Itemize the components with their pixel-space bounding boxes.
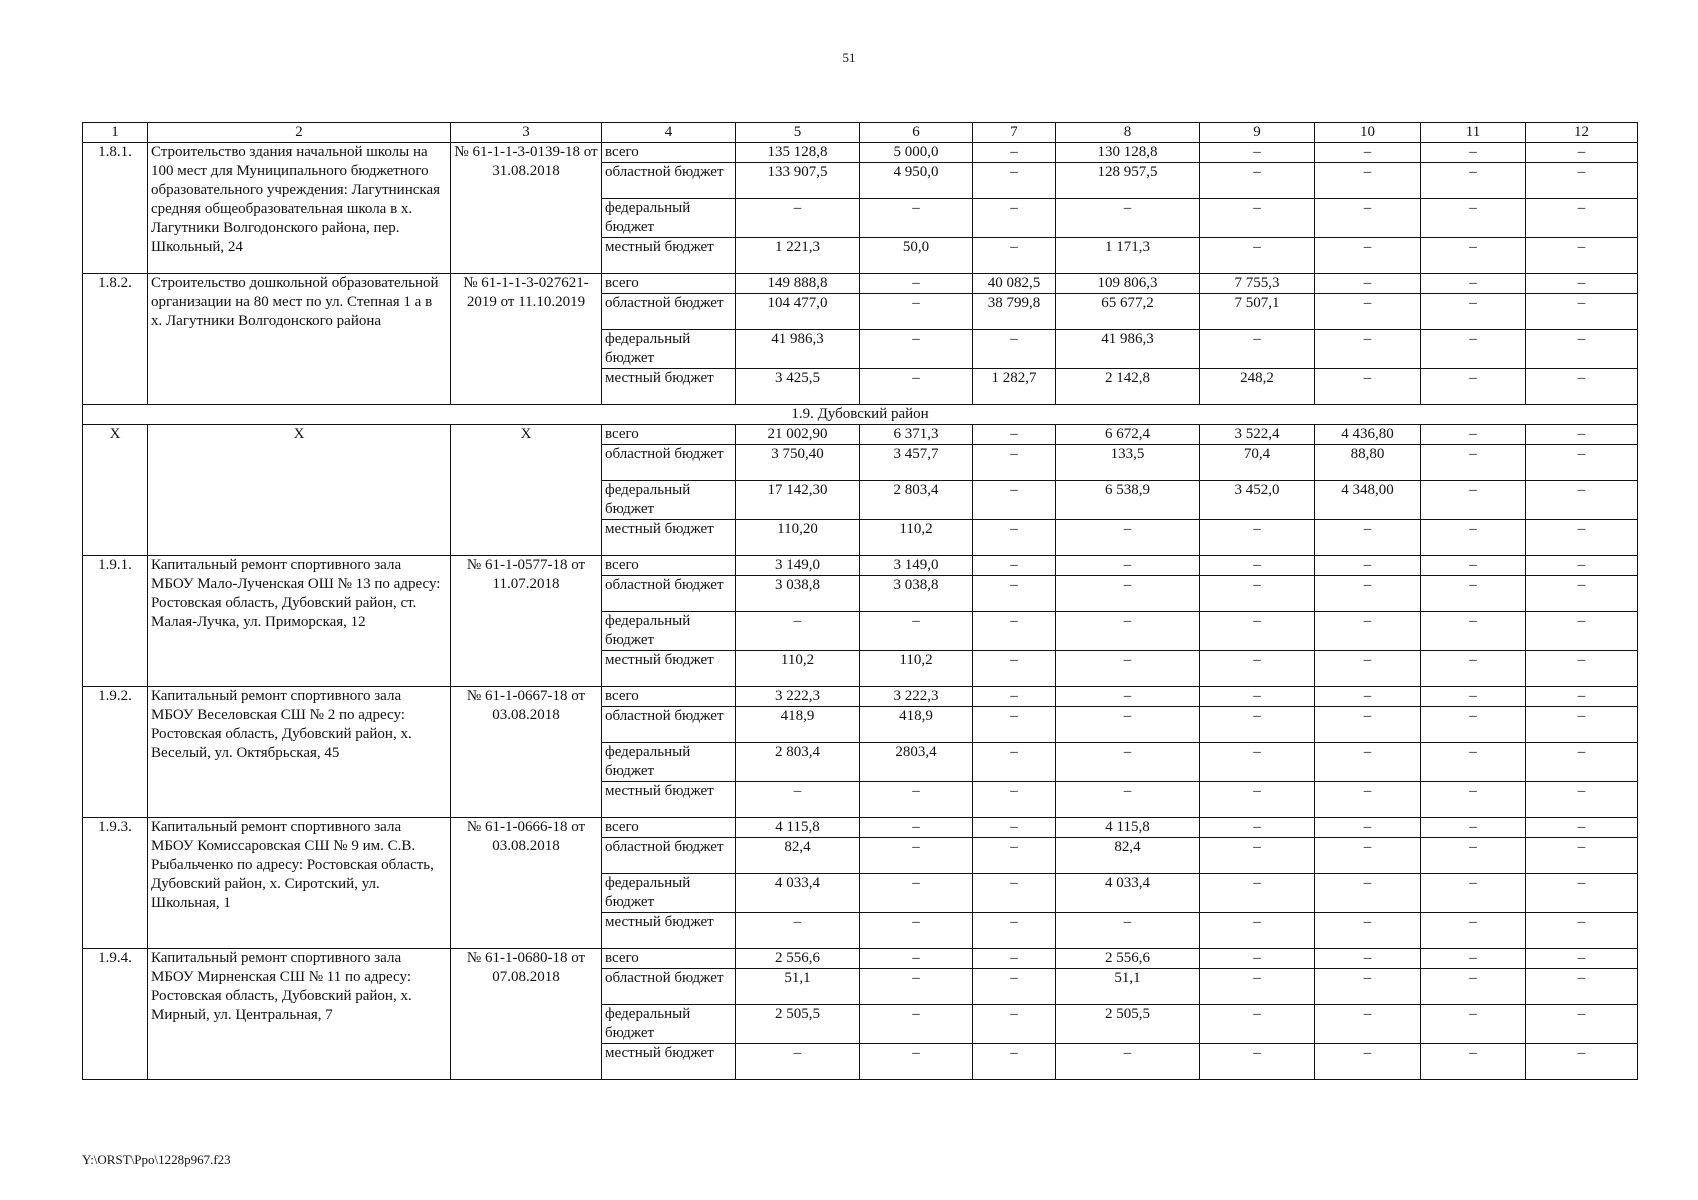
amount-cell: 110,20 (736, 520, 860, 556)
table-row (83, 687, 1638, 707)
amount-cell: – (1315, 707, 1421, 743)
amount-cell: 1 221,3 (736, 238, 860, 274)
amount-cell: – (973, 238, 1056, 274)
amount-cell: – (1056, 556, 1200, 576)
amount-cell: – (1526, 330, 1638, 369)
amount-cell: – (1526, 949, 1638, 969)
column-number: 5 (736, 123, 860, 143)
amount-cell: – (1056, 576, 1200, 612)
amount-cell: 104 477,0 (736, 294, 860, 330)
amount-cell: – (1421, 556, 1526, 576)
amount-cell: – (1315, 1005, 1421, 1044)
amount-cell: – (1315, 143, 1421, 163)
amount-cell: – (1526, 838, 1638, 874)
amount-cell: – (1315, 969, 1421, 1005)
amount-cell: – (973, 874, 1056, 913)
amount-cell: 3 038,8 (736, 576, 860, 612)
amount-cell: – (1421, 425, 1526, 445)
amount-cell: – (973, 818, 1056, 838)
funding-source: всего (602, 556, 736, 576)
amount-cell: – (1315, 199, 1421, 238)
amount-cell: – (1200, 969, 1315, 1005)
amount-cell: – (1526, 687, 1638, 707)
amount-cell: – (1056, 1044, 1200, 1080)
column-number: 1 (83, 123, 148, 143)
amount-cell: – (1526, 612, 1638, 651)
column-number: 4 (602, 123, 736, 143)
column-number-row (83, 123, 1638, 143)
amount-cell: – (1056, 199, 1200, 238)
amount-cell: 88,80 (1315, 445, 1421, 481)
funding-source: федеральный бюджет (602, 199, 736, 238)
funding-source: областной бюджет (602, 163, 736, 199)
amount-cell: 40 082,5 (973, 274, 1056, 294)
amount-cell: – (1315, 687, 1421, 707)
amount-cell: – (973, 576, 1056, 612)
amount-cell: 6 538,9 (1056, 481, 1200, 520)
item-registry-code: № 61-1-0667-18 от 03.08.2018 (451, 687, 602, 818)
amount-cell: – (973, 612, 1056, 651)
amount-cell: – (1200, 874, 1315, 913)
budget-table (82, 122, 1638, 1080)
funding-source: всего (602, 425, 736, 445)
amount-cell: – (973, 651, 1056, 687)
amount-cell: – (860, 1005, 973, 1044)
amount-cell: – (1421, 576, 1526, 612)
amount-cell: – (860, 199, 973, 238)
amount-cell: – (1526, 163, 1638, 199)
amount-cell: 109 806,3 (1056, 274, 1200, 294)
amount-cell: – (1421, 707, 1526, 743)
amount-cell: – (973, 687, 1056, 707)
amount-cell: – (973, 520, 1056, 556)
item-number: 1.8.2. (83, 274, 148, 405)
amount-cell: – (1056, 687, 1200, 707)
amount-cell: – (1526, 369, 1638, 405)
funding-source: местный бюджет (602, 1044, 736, 1080)
item-registry-code: № 61-1-1-3-0139-18 от 31.08.2018 (451, 143, 602, 274)
amount-cell: – (973, 913, 1056, 949)
amount-cell: – (1056, 707, 1200, 743)
funding-source: всего (602, 818, 736, 838)
amount-cell: – (860, 838, 973, 874)
amount-cell: – (973, 556, 1056, 576)
amount-cell: – (973, 481, 1056, 520)
amount-cell: – (1200, 143, 1315, 163)
amount-cell: – (1056, 612, 1200, 651)
amount-cell: – (1421, 969, 1526, 1005)
amount-cell: 128 957,5 (1056, 163, 1200, 199)
amount-cell: 6 371,3 (860, 425, 973, 445)
amount-cell: 418,9 (736, 707, 860, 743)
amount-cell: – (1200, 576, 1315, 612)
amount-cell: – (1200, 743, 1315, 782)
amount-cell: – (1315, 163, 1421, 199)
amount-cell: – (1421, 369, 1526, 405)
amount-cell: – (1200, 818, 1315, 838)
amount-cell: – (1526, 556, 1638, 576)
column-number: 10 (1315, 123, 1421, 143)
amount-cell: – (1421, 199, 1526, 238)
column-number: 11 (1421, 123, 1526, 143)
amount-cell: – (860, 949, 973, 969)
item-registry-code: № 61-1-0666-18 от 03.08.2018 (451, 818, 602, 949)
amount-cell: – (736, 913, 860, 949)
amount-cell: – (973, 782, 1056, 818)
amount-cell: 6 672,4 (1056, 425, 1200, 445)
amount-cell: – (973, 969, 1056, 1005)
amount-cell: – (973, 949, 1056, 969)
amount-cell: – (1421, 913, 1526, 949)
amount-cell: – (1421, 782, 1526, 818)
amount-cell: 149 888,8 (736, 274, 860, 294)
amount-cell: – (1056, 782, 1200, 818)
amount-cell: – (1315, 556, 1421, 576)
amount-cell: 3 222,3 (860, 687, 973, 707)
amount-cell: – (1421, 612, 1526, 651)
amount-cell: – (973, 445, 1056, 481)
funding-source: местный бюджет (602, 913, 736, 949)
amount-cell: – (1526, 238, 1638, 274)
amount-cell: – (1315, 520, 1421, 556)
amount-cell: 21 002,90 (736, 425, 860, 445)
amount-cell: – (860, 1044, 973, 1080)
amount-cell: 3 457,7 (860, 445, 973, 481)
amount-cell: 4 033,4 (1056, 874, 1200, 913)
amount-cell: – (973, 199, 1056, 238)
item-name: Х (148, 425, 451, 556)
amount-cell: – (1526, 707, 1638, 743)
amount-cell: – (1421, 294, 1526, 330)
amount-cell: – (1200, 838, 1315, 874)
amount-cell: – (1315, 294, 1421, 330)
table-row (83, 274, 1638, 294)
funding-source: всего (602, 143, 736, 163)
amount-cell: – (1421, 330, 1526, 369)
column-number: 9 (1200, 123, 1315, 143)
amount-cell: 2 505,5 (1056, 1005, 1200, 1044)
amount-cell: – (1200, 612, 1315, 651)
item-name: Строительство здания начальной школы на 100 мест для Муниципального бюджетного образовательного учреждения: Лагутнинская средняя общеобразовательная школа в х. Лагутники Волгодонского района, пер. Школьный, 24 (148, 143, 451, 274)
amount-cell: – (973, 425, 1056, 445)
amount-cell: – (1200, 163, 1315, 199)
amount-cell: 3 522,4 (1200, 425, 1315, 445)
table-row (83, 425, 1638, 445)
amount-cell: – (1200, 949, 1315, 969)
amount-cell: – (1526, 294, 1638, 330)
amount-cell: – (1526, 481, 1638, 520)
funding-source: всего (602, 949, 736, 969)
item-number: 1.9.3. (83, 818, 148, 949)
amount-cell: – (1421, 520, 1526, 556)
funding-source: областной бюджет (602, 294, 736, 330)
amount-cell: 3 149,0 (736, 556, 860, 576)
amount-cell: 82,4 (1056, 838, 1200, 874)
amount-cell: 5 000,0 (860, 143, 973, 163)
amount-cell: – (1200, 330, 1315, 369)
amount-cell: 4 115,8 (1056, 818, 1200, 838)
amount-cell: – (973, 143, 1056, 163)
amount-cell: 51,1 (1056, 969, 1200, 1005)
amount-cell: – (860, 874, 973, 913)
amount-cell: – (973, 163, 1056, 199)
amount-cell: – (1421, 163, 1526, 199)
amount-cell: – (1526, 743, 1638, 782)
funding-source: местный бюджет (602, 369, 736, 405)
amount-cell: 17 142,30 (736, 481, 860, 520)
funding-source: федеральный бюджет (602, 1005, 736, 1044)
amount-cell: 110,2 (860, 651, 973, 687)
amount-cell: – (1200, 687, 1315, 707)
amount-cell: – (736, 612, 860, 651)
amount-cell: – (1056, 520, 1200, 556)
amount-cell: – (1421, 874, 1526, 913)
amount-cell: 4 436,80 (1315, 425, 1421, 445)
item-name: Строительство дошкольной образовательной организации на 80 мест по ул. Степная 1 а в х. Лагутники Волгодонского района (148, 274, 451, 405)
amount-cell: – (973, 330, 1056, 369)
item-name: Капитальный ремонт спортивного зала МБОУ Веселовская СШ № 2 по адресу: Ростовская область, Дубовский район, х. Веселый, ул. Октябрьская, 45 (148, 687, 451, 818)
column-number: 3 (451, 123, 602, 143)
amount-cell: – (1056, 651, 1200, 687)
amount-cell: – (1315, 612, 1421, 651)
amount-cell: – (1526, 1044, 1638, 1080)
table-row (83, 949, 1638, 969)
amount-cell: 3 222,3 (736, 687, 860, 707)
amount-cell: 2 556,6 (736, 949, 860, 969)
item-number: 1.8.1. (83, 143, 148, 274)
item-number: 1.9.4. (83, 949, 148, 1080)
table-body (83, 123, 1638, 1080)
item-number: Х (83, 425, 148, 556)
amount-cell: – (1526, 874, 1638, 913)
amount-cell: – (1421, 687, 1526, 707)
amount-cell: 135 128,8 (736, 143, 860, 163)
funding-source: местный бюджет (602, 520, 736, 556)
amount-cell: – (1526, 782, 1638, 818)
amount-cell: – (1315, 576, 1421, 612)
amount-cell: – (860, 274, 973, 294)
amount-cell: – (1315, 782, 1421, 818)
amount-cell: – (1421, 238, 1526, 274)
column-number: 8 (1056, 123, 1200, 143)
funding-source: областной бюджет (602, 445, 736, 481)
amount-cell: 2803,4 (860, 743, 973, 782)
amount-cell: 38 799,8 (973, 294, 1056, 330)
amount-cell: – (1315, 369, 1421, 405)
amount-cell: 130 128,8 (1056, 143, 1200, 163)
table-row (83, 143, 1638, 163)
amount-cell: – (1421, 445, 1526, 481)
amount-cell: 4 950,0 (860, 163, 973, 199)
funding-source: областной бюджет (602, 969, 736, 1005)
funding-source: местный бюджет (602, 782, 736, 818)
amount-cell: – (1200, 556, 1315, 576)
item-registry-code: № 61-1-0680-18 от 07.08.2018 (451, 949, 602, 1080)
amount-cell: – (1526, 913, 1638, 949)
table-row (83, 818, 1638, 838)
amount-cell: – (860, 782, 973, 818)
amount-cell: 110,2 (860, 520, 973, 556)
funding-source: всего (602, 687, 736, 707)
amount-cell: 70,4 (1200, 445, 1315, 481)
amount-cell: – (1421, 651, 1526, 687)
amount-cell: 41 986,3 (736, 330, 860, 369)
amount-cell: 50,0 (860, 238, 973, 274)
amount-cell: – (1200, 1005, 1315, 1044)
funding-source: федеральный бюджет (602, 612, 736, 651)
amount-cell: – (1526, 425, 1638, 445)
amount-cell: – (1526, 520, 1638, 556)
amount-cell: 51,1 (736, 969, 860, 1005)
funding-source: федеральный бюджет (602, 874, 736, 913)
amount-cell: 1 282,7 (973, 369, 1056, 405)
amount-cell: – (1056, 743, 1200, 782)
amount-cell: – (1526, 651, 1638, 687)
funding-source: федеральный бюджет (602, 330, 736, 369)
amount-cell: – (1526, 969, 1638, 1005)
funding-source: местный бюджет (602, 651, 736, 687)
item-name: Капитальный ремонт спортивного зала МБОУ Мало-Лученская ОШ № 13 по адресу: Ростовская область, Дубовский район, ст. Малая-Лучка, ул. Приморская, 12 (148, 556, 451, 687)
section-title: 1.9. Дубовский район (83, 405, 1638, 425)
amount-cell: – (860, 818, 973, 838)
amount-cell: – (1315, 838, 1421, 874)
amount-cell: 3 452,0 (1200, 481, 1315, 520)
amount-cell: – (1421, 143, 1526, 163)
amount-cell: – (860, 294, 973, 330)
funding-source: федеральный бюджет (602, 481, 736, 520)
item-name: Капитальный ремонт спортивного зала МБОУ Комиссаровская СШ № 9 им. С.В. Рыбальченко по адресу: Ростовская область, Дубовский район, х. Сиротский, ул. Школьная, 1 (148, 818, 451, 949)
amount-cell: – (736, 1044, 860, 1080)
amount-cell: – (1315, 949, 1421, 969)
amount-cell: – (1421, 274, 1526, 294)
amount-cell: 3 038,8 (860, 576, 973, 612)
amount-cell: – (1200, 651, 1315, 687)
column-number: 6 (860, 123, 973, 143)
item-number: 1.9.2. (83, 687, 148, 818)
funding-source: областной бюджет (602, 576, 736, 612)
item-name: Капитальный ремонт спортивного зала МБОУ Мирненская СШ № 11 по адресу: Ростовская область, Дубовский район, х. Мирный, ул. Центральная, 7 (148, 949, 451, 1080)
amount-cell: – (1421, 818, 1526, 838)
amount-cell: – (1315, 274, 1421, 294)
amount-cell: – (1526, 445, 1638, 481)
amount-cell: – (860, 913, 973, 949)
amount-cell: – (973, 743, 1056, 782)
amount-cell: – (973, 1005, 1056, 1044)
amount-cell: – (1315, 913, 1421, 949)
amount-cell: 133,5 (1056, 445, 1200, 481)
amount-cell: – (1315, 238, 1421, 274)
amount-cell: 2 142,8 (1056, 369, 1200, 405)
amount-cell: – (1200, 707, 1315, 743)
amount-cell: – (1200, 238, 1315, 274)
item-registry-code: № 61-1-1-3-027621-2019 от 11.10.2019 (451, 274, 602, 405)
table-row (83, 556, 1638, 576)
amount-cell: 248,2 (1200, 369, 1315, 405)
amount-cell: – (1200, 1044, 1315, 1080)
amount-cell: – (1200, 782, 1315, 818)
amount-cell: 41 986,3 (1056, 330, 1200, 369)
amount-cell: 7 755,3 (1200, 274, 1315, 294)
amount-cell: 418,9 (860, 707, 973, 743)
amount-cell: – (1056, 913, 1200, 949)
amount-cell: 3 149,0 (860, 556, 973, 576)
amount-cell: 4 115,8 (736, 818, 860, 838)
item-registry-code: № 61-1-0577-18 от 11.07.2018 (451, 556, 602, 687)
amount-cell: – (860, 330, 973, 369)
amount-cell: 82,4 (736, 838, 860, 874)
amount-cell: – (1421, 743, 1526, 782)
amount-cell: – (860, 369, 973, 405)
amount-cell: – (1315, 874, 1421, 913)
amount-cell: – (1315, 1044, 1421, 1080)
amount-cell: 65 677,2 (1056, 294, 1200, 330)
amount-cell: – (1526, 274, 1638, 294)
amount-cell: – (1200, 913, 1315, 949)
amount-cell: 2 803,4 (736, 743, 860, 782)
amount-cell: – (1421, 838, 1526, 874)
amount-cell: – (1421, 481, 1526, 520)
column-number: 7 (973, 123, 1056, 143)
amount-cell: – (1421, 1044, 1526, 1080)
amount-cell: – (1526, 576, 1638, 612)
amount-cell: – (973, 838, 1056, 874)
amount-cell: 7 507,1 (1200, 294, 1315, 330)
amount-cell: – (1315, 651, 1421, 687)
page-number: 51 (842, 50, 856, 65)
amount-cell: – (860, 969, 973, 1005)
amount-cell: – (973, 707, 1056, 743)
amount-cell: – (736, 782, 860, 818)
amount-cell: – (1200, 520, 1315, 556)
funding-source: местный бюджет (602, 238, 736, 274)
amount-cell: 2 556,6 (1056, 949, 1200, 969)
amount-cell: – (1315, 330, 1421, 369)
amount-cell: – (736, 199, 860, 238)
amount-cell: 4 348,00 (1315, 481, 1421, 520)
amount-cell: 3 750,40 (736, 445, 860, 481)
amount-cell: – (1421, 1005, 1526, 1044)
file-path-footer: Y:\ORST\Ppo\1228p967.f23 (82, 1152, 231, 1167)
amount-cell: – (1315, 818, 1421, 838)
amount-cell: – (1526, 818, 1638, 838)
funding-source: областной бюджет (602, 707, 736, 743)
section-row (83, 405, 1638, 425)
amount-cell: – (1315, 743, 1421, 782)
funding-source: всего (602, 274, 736, 294)
column-number: 2 (148, 123, 451, 143)
funding-source: федеральный бюджет (602, 743, 736, 782)
item-registry-code: Х (451, 425, 602, 556)
amount-cell: 1 171,3 (1056, 238, 1200, 274)
amount-cell: 3 425,5 (736, 369, 860, 405)
amount-cell: 2 803,4 (860, 481, 973, 520)
amount-cell: – (860, 612, 973, 651)
amount-cell: – (1200, 199, 1315, 238)
amount-cell: – (1526, 199, 1638, 238)
amount-cell: – (973, 1044, 1056, 1080)
amount-cell: – (1421, 949, 1526, 969)
amount-cell: 110,2 (736, 651, 860, 687)
item-number: 1.9.1. (83, 556, 148, 687)
column-number: 12 (1526, 123, 1638, 143)
amount-cell: – (1526, 143, 1638, 163)
amount-cell: 4 033,4 (736, 874, 860, 913)
amount-cell: 2 505,5 (736, 1005, 860, 1044)
amount-cell: – (1526, 1005, 1638, 1044)
funding-source: областной бюджет (602, 838, 736, 874)
amount-cell: 133 907,5 (736, 163, 860, 199)
